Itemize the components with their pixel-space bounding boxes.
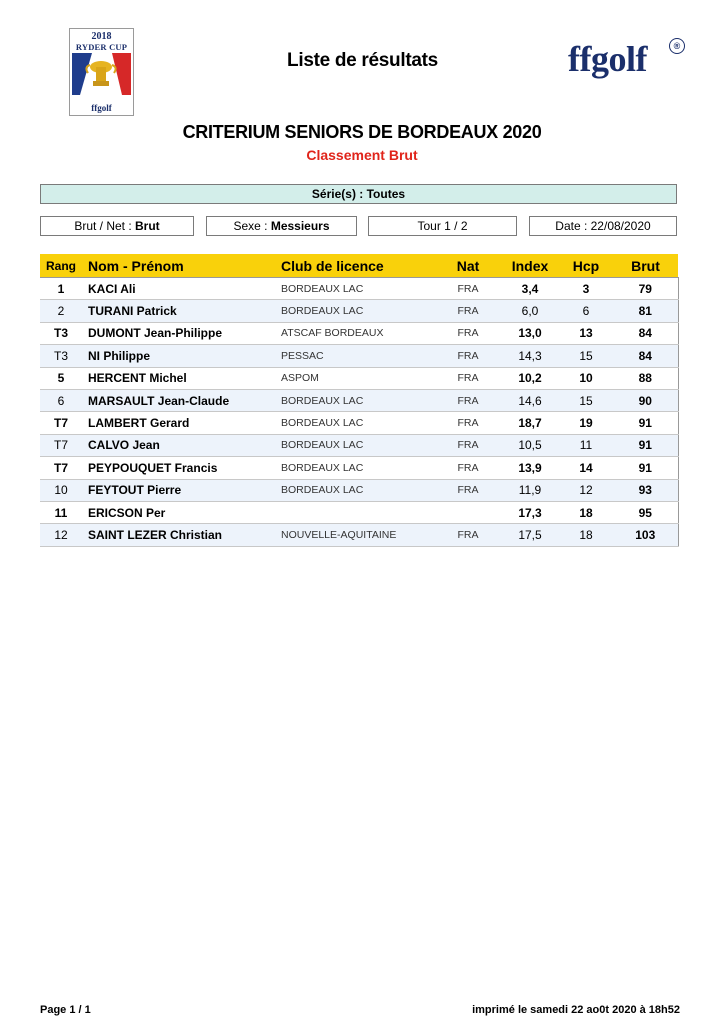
cell-rang: T7 [40, 412, 82, 434]
table-row [40, 457, 678, 479]
date-box: Date : 22/08/2020 [529, 216, 677, 236]
cell-nom: SAINT LEZER Christian [82, 524, 275, 546]
cell-nat: FRA [435, 479, 501, 501]
classement-subtitle: Classement Brut [306, 147, 418, 163]
cell-index: 14,6 [501, 389, 559, 411]
sexe-value: Messieurs [270, 219, 330, 233]
cell-index: 18,7 [501, 412, 559, 434]
cell-nat: FRA [435, 300, 501, 322]
cell-index: 13,9 [501, 457, 559, 479]
header-index: Index [501, 254, 559, 278]
tour-box: Tour 1 / 2 [368, 216, 517, 236]
cell-club: BORDEAUX LAC [275, 457, 435, 479]
cell-nom: MARSAULT Jean-Claude [82, 389, 275, 411]
cell-rang: T3 [40, 345, 82, 367]
table-row [40, 524, 678, 546]
cell-club: BORDEAUX LAC [275, 389, 435, 411]
page-number: Page 1 / 1 [40, 1004, 91, 1016]
cell-club: BORDEAUX LAC [275, 434, 435, 456]
cell-nom: KACI Ali [82, 278, 275, 300]
cell-nat: FRA [435, 367, 501, 389]
cell-club: PESSAC [275, 345, 435, 367]
brut-net-value: Brut [135, 219, 160, 233]
cell-index: 17,5 [501, 524, 559, 546]
header-nat: Nat [435, 254, 501, 278]
cell-nom: TURANI Patrick [82, 300, 275, 322]
sexe-label: Sexe : [233, 219, 268, 233]
cell-brut: 84 [613, 322, 678, 344]
cell-brut: 91 [613, 412, 678, 434]
cell-club: ATSCAF BORDEAUX [275, 322, 435, 344]
cell-hcp: 18 [559, 524, 613, 546]
cell-nat: FRA [435, 434, 501, 456]
cell-nom: LAMBERT Gerard [82, 412, 275, 434]
cell-index: 11,9 [501, 479, 559, 501]
table-row [40, 345, 678, 367]
table-row [40, 322, 678, 344]
cell-index: 13,0 [501, 322, 559, 344]
cell-nat: FRA [435, 322, 501, 344]
cell-nat: FRA [435, 389, 501, 411]
cell-nom: ERICSON Per [82, 501, 275, 523]
cell-nat: FRA [435, 412, 501, 434]
cell-nat: FRA [435, 278, 501, 300]
cell-index: 3,4 [501, 278, 559, 300]
cell-hcp: 14 [559, 457, 613, 479]
page-title: Liste de résultats [287, 50, 438, 71]
header-hcp: Hcp [559, 254, 613, 278]
cell-nom: FEYTOUT Pierre [82, 479, 275, 501]
trophy-flag-icon [72, 53, 131, 95]
cell-club: BORDEAUX LAC [275, 479, 435, 501]
brut-net-box [40, 216, 194, 236]
cell-brut: 103 [613, 524, 678, 546]
cell-nat [435, 501, 501, 523]
table-row [40, 501, 678, 523]
table-row [40, 389, 678, 411]
cell-index: 14,3 [501, 345, 559, 367]
results-body [40, 278, 678, 547]
cell-rang: T7 [40, 457, 82, 479]
cell-nom: CALVO Jean [82, 434, 275, 456]
print-timestamp: imprimé le samedi 22 ao0t 2020 à 18h52 [472, 1004, 680, 1016]
cell-nom: PEYPOUQUET Francis [82, 457, 275, 479]
cell-index: 17,3 [501, 501, 559, 523]
registered-mark-icon: ® [669, 38, 685, 54]
header-club: Club de licence [275, 254, 435, 278]
cell-rang: 12 [40, 524, 82, 546]
ffgolf-logo: ffgolf [568, 39, 647, 79]
cell-brut: 95 [613, 501, 678, 523]
ryder-cup-logo [69, 28, 134, 116]
cell-rang: 2 [40, 300, 82, 322]
cell-hcp: 11 [559, 434, 613, 456]
cell-nom: HERCENT Michel [82, 367, 275, 389]
cell-brut: 91 [613, 434, 678, 456]
cell-club [275, 501, 435, 523]
table-row [40, 412, 678, 434]
cell-rang: 1 [40, 278, 82, 300]
cell-hcp: 6 [559, 300, 613, 322]
cell-brut: 84 [613, 345, 678, 367]
cell-hcp: 18 [559, 501, 613, 523]
table-header-row [40, 254, 678, 278]
table-row [40, 278, 678, 300]
cell-nat: FRA [435, 457, 501, 479]
ryder-cup-name: RYDER CUP [75, 42, 128, 52]
cell-rang: 5 [40, 367, 82, 389]
cell-brut: 79 [613, 278, 678, 300]
cell-rang: 6 [40, 389, 82, 411]
cell-index: 6,0 [501, 300, 559, 322]
cell-index: 10,5 [501, 434, 559, 456]
cell-hcp: 10 [559, 367, 613, 389]
cell-hcp: 15 [559, 345, 613, 367]
cell-hcp: 19 [559, 412, 613, 434]
cell-nom: NI Philippe [82, 345, 275, 367]
sexe-box [206, 216, 357, 236]
brut-net-label: Brut / Net : [74, 219, 132, 233]
cell-hcp: 3 [559, 278, 613, 300]
ryder-cup-brand: ffgolf [91, 103, 112, 113]
table-row [40, 300, 678, 322]
cell-nom: DUMONT Jean-Philippe [82, 322, 275, 344]
ryder-cup-year: 2018 [91, 31, 112, 42]
cell-brut: 90 [613, 389, 678, 411]
cell-nat: FRA [435, 524, 501, 546]
cell-rang: T3 [40, 322, 82, 344]
cell-index: 10,2 [501, 367, 559, 389]
event-title: CRITERIUM SENIORS DE BORDEAUX 2020 [182, 122, 542, 142]
results-table [40, 254, 679, 547]
cell-hcp: 13 [559, 322, 613, 344]
cell-hcp: 15 [559, 389, 613, 411]
cell-club: BORDEAUX LAC [275, 300, 435, 322]
cell-club: NOUVELLE-AQUITAINE [275, 524, 435, 546]
header-brut: Brut [613, 254, 678, 278]
cell-brut: 93 [613, 479, 678, 501]
cell-rang: 11 [40, 501, 82, 523]
table-row [40, 367, 678, 389]
cell-rang: T7 [40, 434, 82, 456]
cell-brut: 81 [613, 300, 678, 322]
header-nom: Nom - Prénom [82, 254, 275, 278]
header-rang: Rang [40, 254, 82, 278]
cell-club: BORDEAUX LAC [275, 412, 435, 434]
table-row [40, 434, 678, 456]
cell-brut: 91 [613, 457, 678, 479]
cell-hcp: 12 [559, 479, 613, 501]
table-row [40, 479, 678, 501]
cell-nat: FRA [435, 345, 501, 367]
cell-rang: 10 [40, 479, 82, 501]
cell-brut: 88 [613, 367, 678, 389]
cell-club: ASPOM [275, 367, 435, 389]
cell-club: BORDEAUX LAC [275, 278, 435, 300]
serie-bar: Série(s) : Toutes [40, 184, 677, 204]
